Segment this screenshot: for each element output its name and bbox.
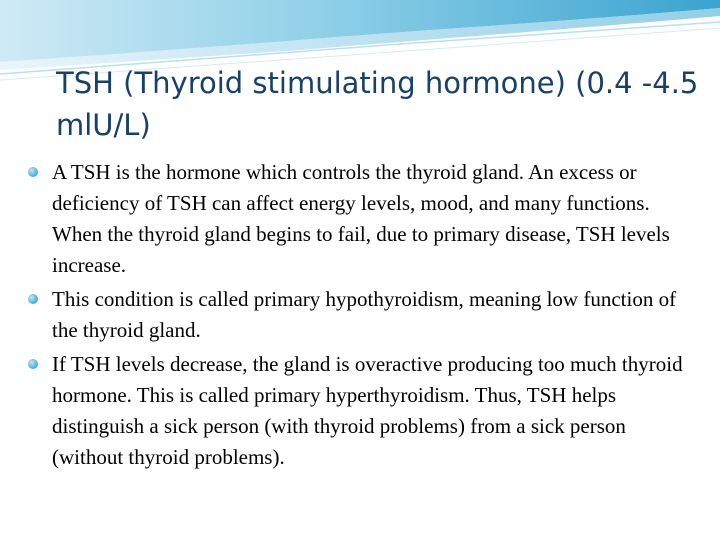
slide-title: TSH (Thyroid stimulating hormone) (0.4 -4.5 mlU/L) [56,66,699,142]
bullet-item [22,349,702,473]
round-bullet-icon [28,167,38,177]
bullet-list [22,157,702,476]
bullet-text: A TSH is the hormone which controls the thyroid gland. An excess or deficiency of TSH can affect energy levels, mood, and many functions. When the thyroid gland begins to fail, due to primary disease, TSH levels increase. [52,160,670,277]
bullet-text: This condition is called primary hypothyroidism, meaning low function of the thyroid gland. [52,287,677,342]
bullet-item [22,284,702,346]
bullet-text: If TSH levels decrease, the gland is overactive producing too much thyroid hormone. This is called primary hyperthyroidism. Thus, TSH helps distinguish a sick person (with thyroid problems) from a sick person (without thyroid problems). [52,352,683,469]
bullet-item [22,157,702,281]
round-bullet-icon [28,359,38,369]
round-bullet-icon [28,294,38,304]
